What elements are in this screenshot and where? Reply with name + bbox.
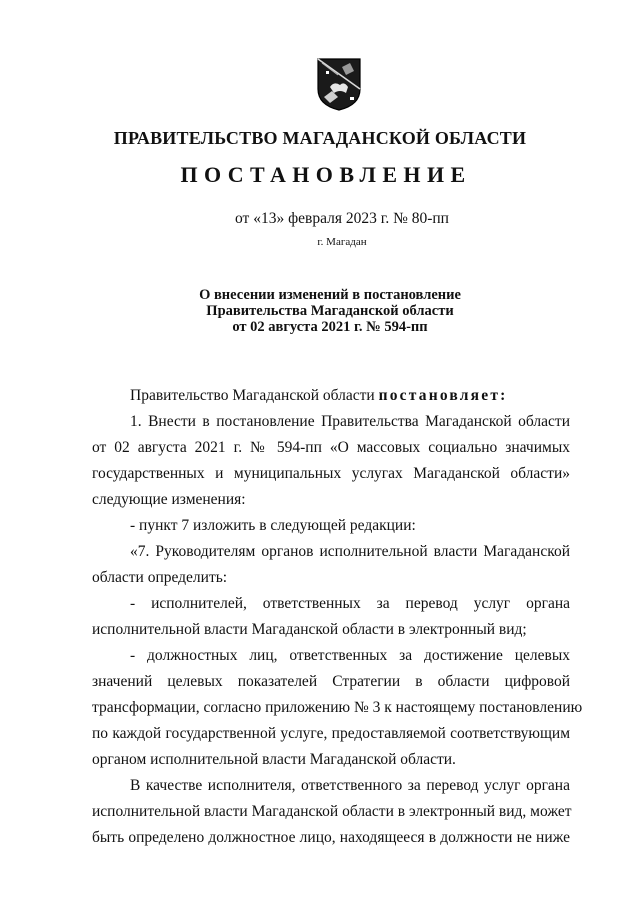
subject-line: Правительства Магаданской области <box>206 303 454 319</box>
paragraph-line: быть определено должностное лицо, находящееся в должности не ниже <box>92 829 570 846</box>
paragraph-line: исполнительной власти Магаданской области в электронный вид, может <box>92 803 572 820</box>
document-type: ПОСТАНОВЛЕНИЕ <box>180 162 472 187</box>
document-date-number: от «13» февраля 2023 г. № 80-пп <box>235 210 449 227</box>
intro-line <box>92 383 570 409</box>
paragraph-line: следующие изменения: <box>92 491 246 508</box>
paragraph-line: значений целевых показателей Стратегии в области цифровой <box>92 673 570 690</box>
magadan-coat-of-arms-icon <box>316 57 362 111</box>
paragraph-line: «7. Руководителям органов исполнительной власти Магаданской <box>130 543 570 560</box>
document-body <box>92 383 583 851</box>
document-subject <box>10 287 640 335</box>
paragraph-line: - пункт 7 изложить в следующей редакции: <box>130 517 416 534</box>
paragraph-line: 1. Внести в постановление Правительства Магаданской области <box>130 413 570 430</box>
intro-verb: постановляет: <box>378 387 508 404</box>
paragraph-line: органом исполнительной власти Магаданской области. <box>92 751 456 768</box>
paragraph-line: трансформации, согласно приложению № 3 к настоящему постановлению <box>92 699 583 716</box>
paragraph-line: - должностных лиц, ответственных за достижение целевых <box>130 647 570 664</box>
paragraph-line: от 02 августа 2021 г. № 594-пп «О массовых социально значимых <box>92 439 570 456</box>
paragraph-line: государственных и муниципальных услугах Магаданской области» <box>92 465 570 482</box>
paragraph-line: В качестве исполнителя, ответственного за перевод услуг органа <box>130 777 570 794</box>
intro-prefix: Правительство Магаданской области <box>130 387 379 404</box>
paragraph-line: исполнительной власти Магаданской области в электронный вид; <box>92 621 527 638</box>
document-city: г. Магадан <box>317 236 367 248</box>
paragraph-line: по каждой государственной услуге, предоставляемой соответствующим <box>92 725 570 742</box>
subject-line: от 02 августа 2021 г. № 594-пп <box>232 319 428 335</box>
subject-line: О внесении изменений в постановление <box>199 287 461 303</box>
paragraph-line: - исполнителей, ответственных за перевод услуг органа <box>130 595 570 612</box>
organization-title: ПРАВИТЕЛЬСТВО МАГАДАНСКОЙ ОБЛАСТИ <box>113 128 527 148</box>
paragraph-line: области определить: <box>92 569 228 586</box>
